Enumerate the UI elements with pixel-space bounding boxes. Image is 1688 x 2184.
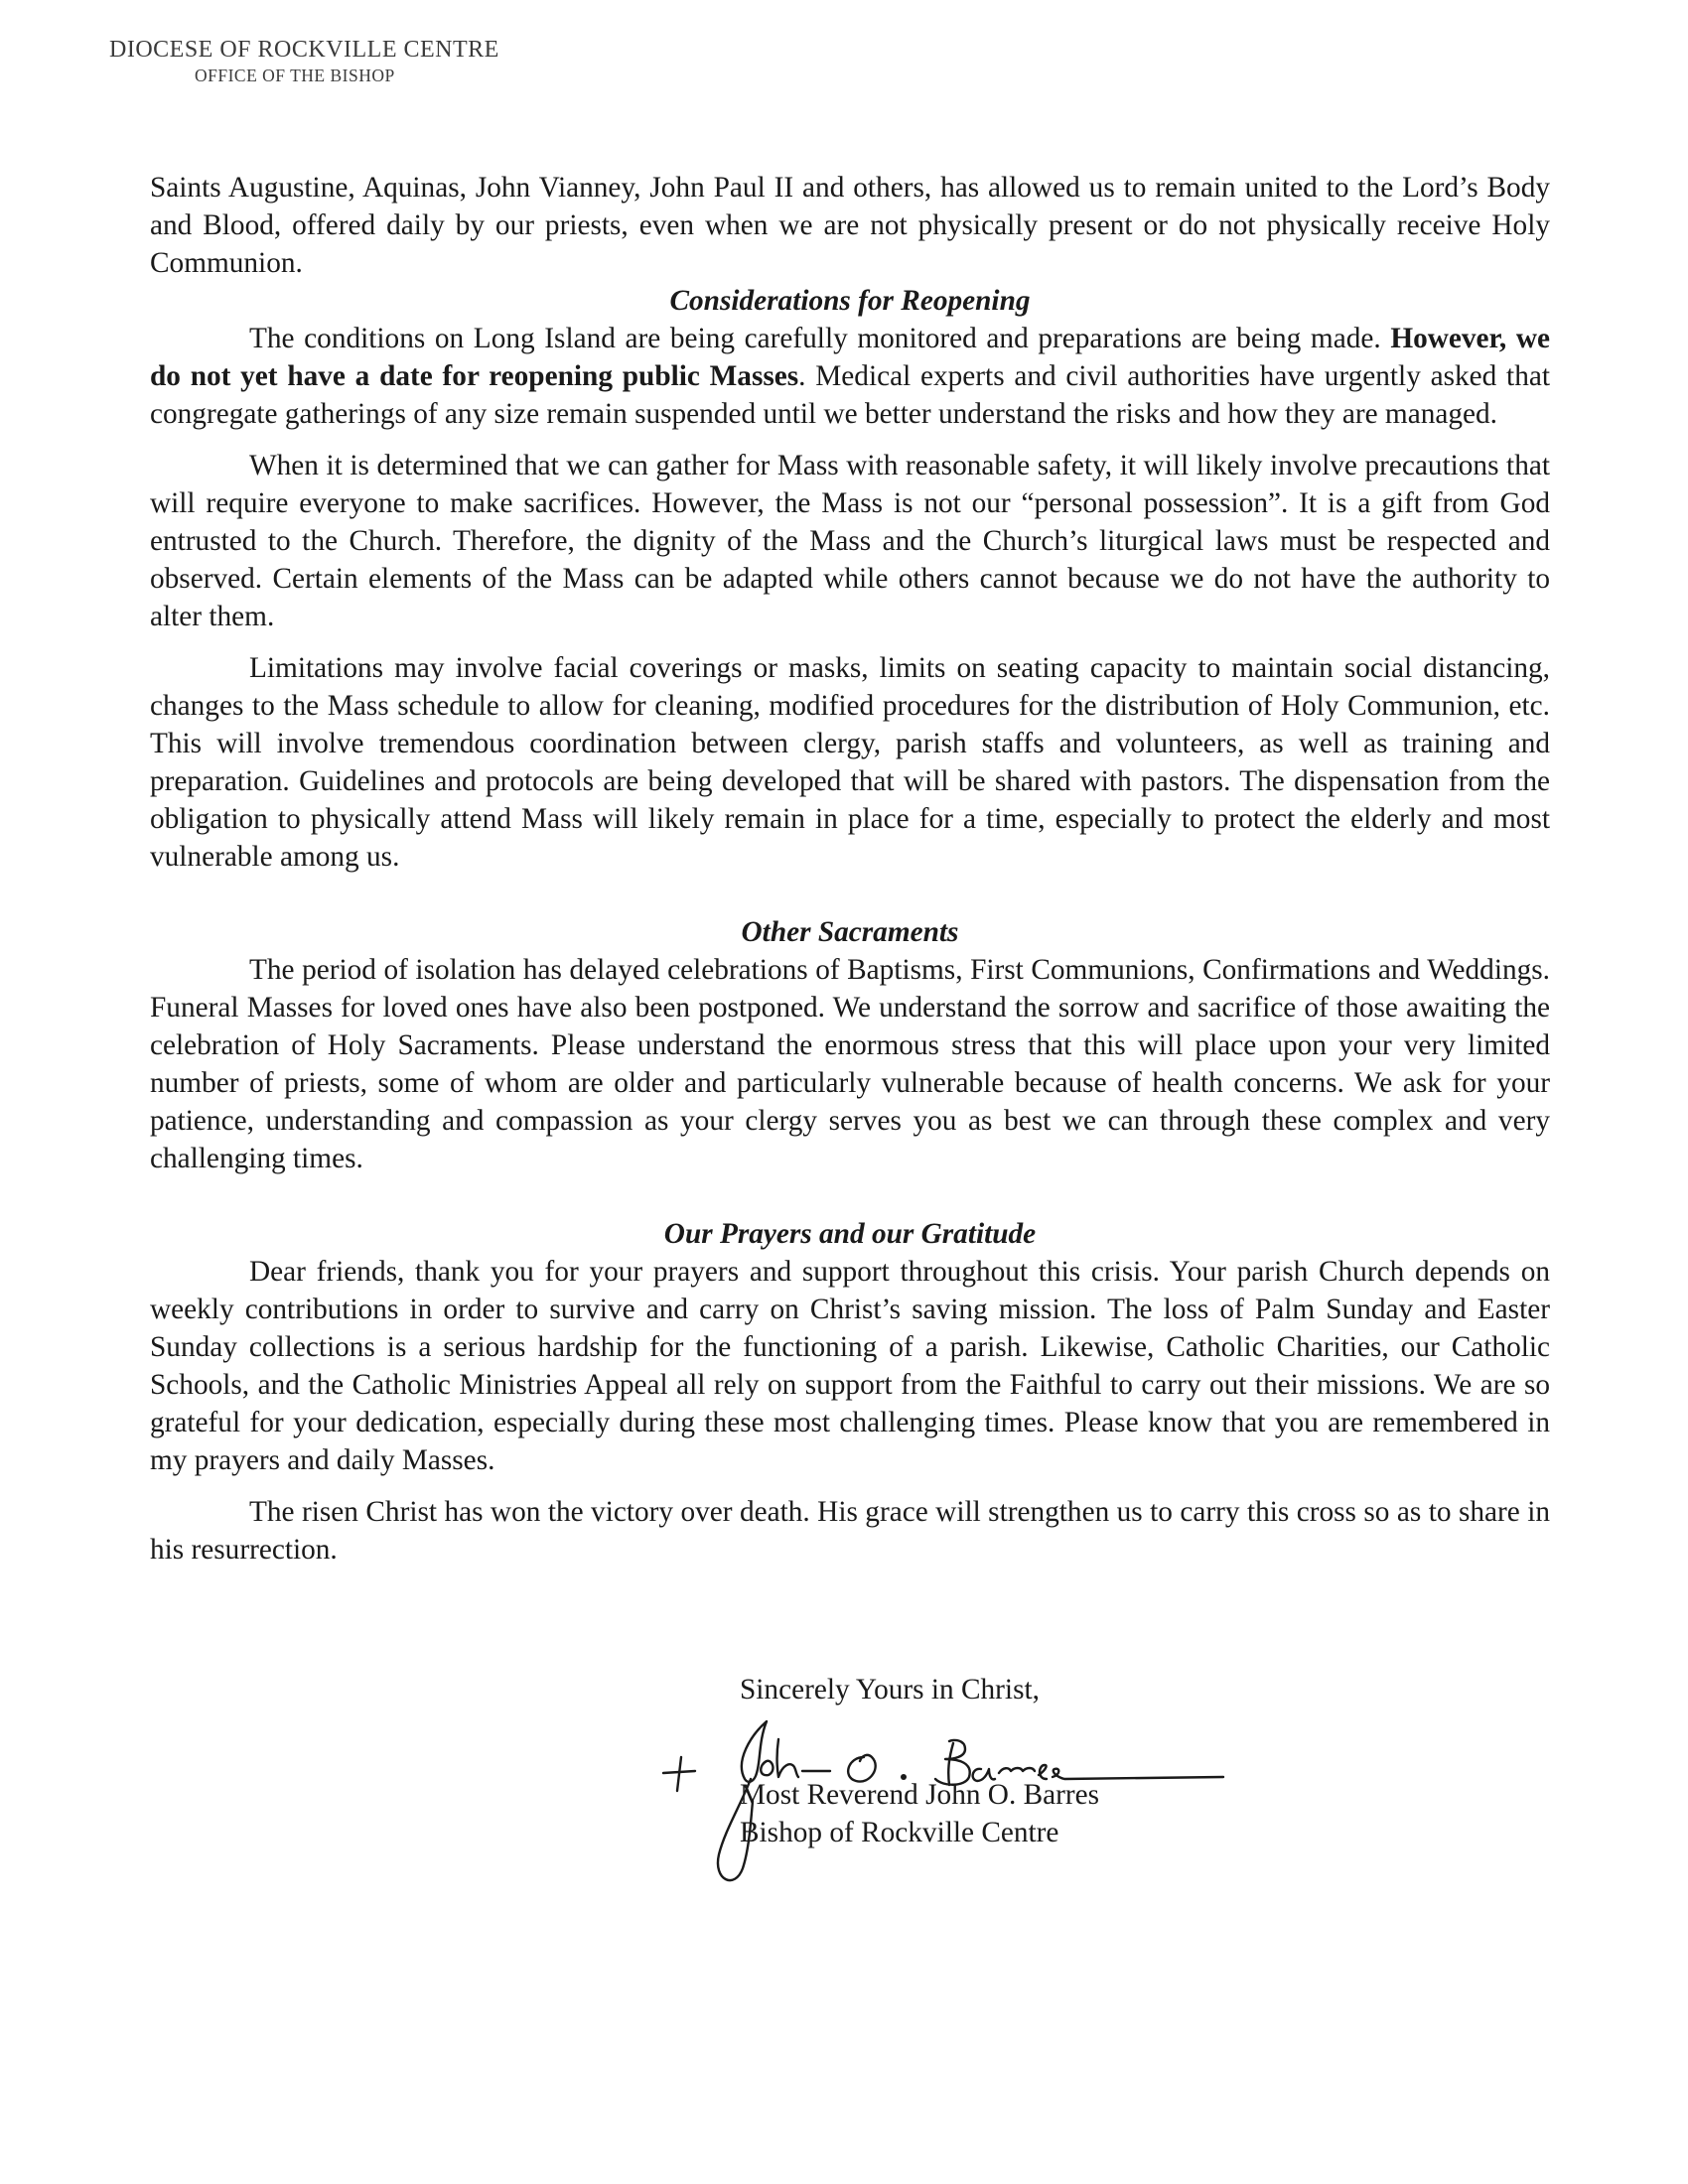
paragraph-risen-christ: The risen Christ has won the victory over death. His grace will strengthen us to carry this cross so as to share in his resurrection.	[150, 1496, 1550, 1566]
signer-block	[740, 1776, 1099, 1851]
paragraph-conditions-start: The conditions on Long Island are being carefully monitored and preparations are being made.	[249, 323, 1381, 354]
letter-body	[150, 169, 1550, 1569]
paragraph-isolation: The period of isolation has delayed celebrations of Baptisms, First Communions, Confirmations and Weddings. Funeral Masses for loved ones have also been postponed. We understand the sorrow and sacrifice of those awaiting the celebration of Holy Sacraments. Please understand the enormous stress that this will place upon your very limited number of priests, some of whom are older and particularly vulnerable because of health concerns. We ask for your patience, understanding and compassion as your clergy serves you as best we can through these complex and very challenging times.	[150, 954, 1550, 1174]
paragraph-precautions: When it is determined that we can gather for Mass with reasonable safety, it will likely involve precautions that will require everyone to make sacrifices. However, the Mass is not our “personal possession”. It is a gift from God entrusted to the Church. Therefore, the dignity of the Mass and the Church’s liturgical laws must be respected and observed. Certain elements of the Mass can be adapted while others cannot because we do not have the authority to alter them.	[150, 450, 1550, 632]
paragraph-conditions-emphasis: However, we do not yet have a date for reopening public Masses	[150, 323, 1550, 392]
signer-title: Bishop of Rockville Centre	[740, 1817, 1059, 1848]
paragraph-limitations: Limitations may involve facial coverings or masks, limits on seating capacity to maintain social distancing, changes to the Mass schedule to allow for cleaning, modified procedures for the distribution of Holy Communion, etc. This will involve tremendous coordination between clergy, parish staffs and volunteers, as well as training and preparation. Guidelines and protocols are being developed that will be shared with pastors. The dispensation from the obligation to physically attend Mass will likely remain in place for a time, especially to protect the elderly and most vulnerable among us.	[150, 652, 1550, 873]
letterhead-diocese: DIOCESE OF ROCKVILLE CENTRE	[109, 37, 499, 63]
closing-salutation: Sincerely Yours in Christ,	[740, 1674, 1040, 1706]
heading-considerations-for-reopening: Considerations for Reopening	[669, 285, 1031, 317]
signer-name: Most Reverend John O. Barres	[740, 1779, 1100, 1811]
opening-paragraph: Saints Augustine, Aquinas, John Vianney, John Paul II and others, has allowed us to remain united to the Lord’s Body and Blood, offered daily by our priests, even when we are not physically present or do not physically receive Holy Communion.	[150, 172, 1550, 279]
paragraph-dear-friends: Dear friends, thank you for your prayers and support throughout this crisis. Your parish Church depends on weekly contributions in order to survive and carry on Christ’s saving mission. The loss of Palm Sunday and Easter Sunday collections is a serious hardship for the functioning of a parish. Likewise, Catholic Charities, our Catholic Schools, and the Catholic Ministries Appeal all rely on support from the Faithful to carry out their missions. We are so grateful for your dedication, especially during these most challenging times. Please know that you are remembered in my prayers and daily Masses.	[150, 1256, 1550, 1476]
paragraph-conditions	[150, 320, 1550, 433]
paragraph-conditions-end: . Medical experts and civil authorities have urgently asked that congregate gatherings of any size remain suspended until we better understand the risks and how they are managed.	[150, 360, 1550, 430]
heading-prayers-gratitude: Our Prayers and our Gratitude	[663, 1218, 1037, 1250]
letterhead-office: OFFICE OF THE BISHOP	[195, 66, 395, 85]
letterhead	[109, 38, 499, 85]
heading-other-sacraments: Other Sacraments	[741, 916, 959, 948]
